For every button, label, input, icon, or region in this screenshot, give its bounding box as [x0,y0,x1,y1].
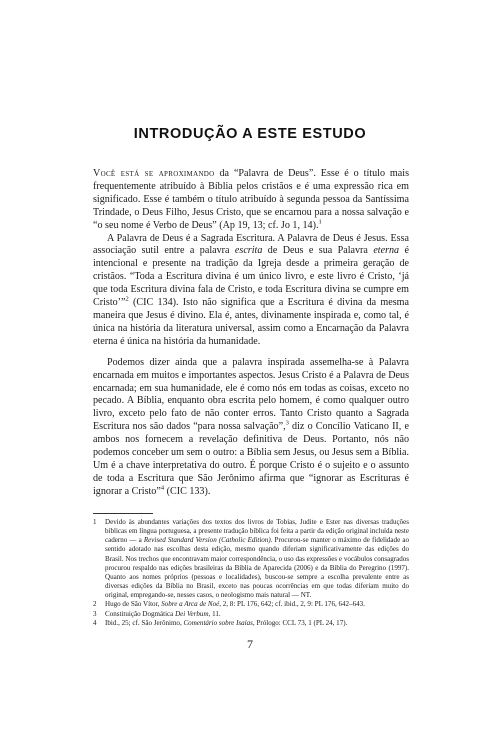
paragraph-3: Podemos dizer ainda que a palavra inspirada assemelha-se à Palavra encarnada em muitos e importantes aspectos. Jesus Cristo é a Palavra de Deus encarnada; em sua humanidade, ele é como nós em todas as coisas, exceto no pecado. A Bíblia, enquanto obra escrita pelo homem, é como qualquer outro livro, exceto pelo fato de não conter erros. Tanto Cristo quanto a Sagrada Escritura nos são dados “para nossa salvação”,$^3$ diz o Concílio Vaticano II, e ambos nos fornecem a revelação definitiva de Deus. Portanto, nós não podemos conceber um sem o outro: a Bíblia sem Jesus, ou Jesus sem a Bíblia. Um é a chave interpretativa do outro. É porque Cristo é o sujeito e o assunto de toda a Escritura que São Jerônimo afirma que “ignorar as Escrituras é ignorar a Cristo”$^4$ (CIC 133). [93,356,409,497]
footnote-ref: 1 [318,218,322,226]
footnote: 4 Ibid., 25; cf. São Jerônimo, Comentário sobre Isaías, Prólogo: CCL 73, 1 (PL 24, 17). [93,618,348,627]
footnote-number: 3 [93,609,97,618]
footnote-ref: 3 [285,419,289,427]
footnote-number: 4 [93,618,97,627]
footnote-ref: 4 [160,484,165,492]
footnote-divider [93,513,153,514]
footnote-ref: 2 [125,295,129,303]
footnote: 3 Constituição Dogmática Dei Verbum, 11. [93,609,221,618]
footnote: 1 Devido às abundantes variações dos textos dos livros de Tobias, Judite e Ester nas diversas traduções bíblicas em língua portuguesa, a presente tradução bíblica foi feita a partir da edição original incluída neste caderno — a Revised Standard Version (Catholic Edition). Procurou-se manter o máximo de fidelidade ao sentido adotado nas escolhas desta edição, mesmo quando diferiam significativamente das edições do Brasil. Nos trechos que encontravam maior correspondência, o uso das expressões e vocábulos consagrados procurou respaldo nas edições brasileiras da Bíblia de Aparecida (2006) e da Bíblia do Peregrino (1997). Quanto aos nomes próprios (pessoas e localidades), buscou-se sempre a escolha prevalente entre as diversas edições da Bíblia no Brasil, exceto nas poucas ocorrências em que todas diferiam muito do original, empregando-se, nesses casos, o neologismo mais natural — NT. [93,518,409,600]
paragraph-1: Você está se aproximando da “Palavra de Deus”. Esse é o título mais frequentemente atribuído à Bíblia pelos cristãos e é uma expressão rica em significado. Esse é também o título atribuído à segunda pessoa da Santíssima Trindade, o Deus Filho, Jesus Cristo, que se encarnou para a nossa salvação e “o seu nome é Verbo de Deus” (Ap 19, 13; cf. Jo 1, 14).$^1$ [93,168,409,231]
footnote-number: 2 [93,600,97,609]
footnotes [93,518,409,628]
footnote-number: 1 [93,518,97,526]
body-text [93,168,409,499]
page-number: 7 [247,637,253,651]
footnote: 2 Hugo de São Vítor, Sobre a Arca de Noé, 2, 8: PL 176, 642; cf. ibid., 2, 9: PL 176, 642–643. [93,600,365,609]
paragraph-2: A Palavra de Deus é a Sagrada Escritura. A Palavra de Deus é Jesus. Essa associação sutil entre a palavra escrita de Deus e sua Palavra eterna é intencional e presente na tradição da Igreja desde a primeira geração de cristãos. “Toda a Escritura divina é um único livro, e este livro é Cristo, ‘já que toda Escritura divina fala de Cristo, e toda Escritura divina se cumpre em Cristo’”$^2$ (CIC 134). Isto não significa que a Escritura é divina da mesma maneira que Jesus é divino. Ela é, antes, divinamente inspirada e, como tal, é única na história da literatura universal, assim como a Encarnação da Palavra eterna é única na história da humanidade. [93,232,409,347]
opening-small-caps: Você está se aproximando [93,168,215,179]
chapter-title: INTRODUÇÃO A ESTE ESTUDO [133,126,367,142]
